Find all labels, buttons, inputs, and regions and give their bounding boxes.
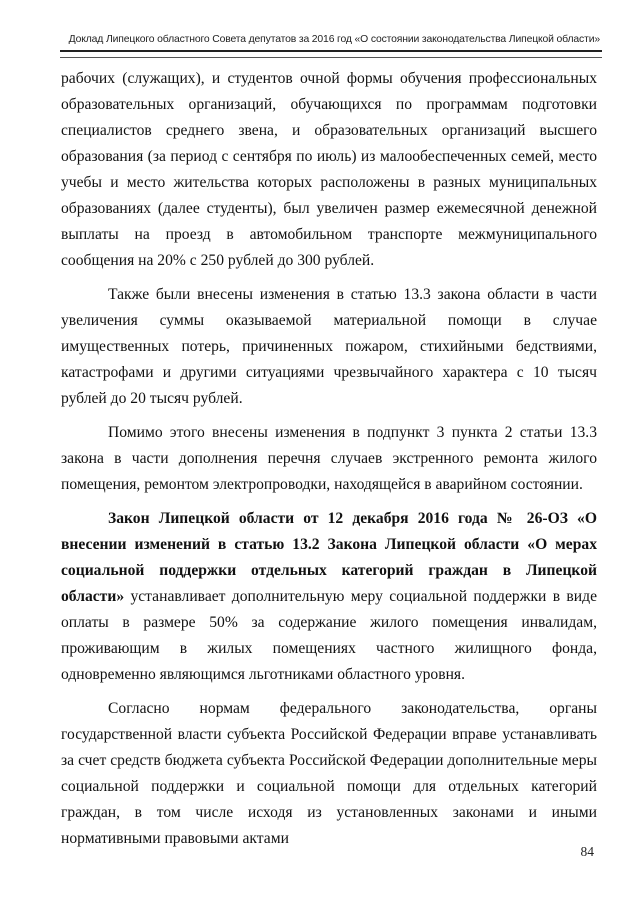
running-header: Доклад Липецкого областного Совета депутатов за 2016 год «О состоянии законодательства Липецкой области» — [68, 34, 600, 45]
page-number: 84 — [580, 844, 594, 859]
paragraph-article-13-3: Также были внесены изменения в статью 13.3 закона области в части увеличения суммы оказываемой материальной помощи в случае имущественных потерь, причиненных пожаром, стихийными бедствиями, катастрофами и другими ситуациями чрезвычайного характера с 10 тысяч рублей до 20 тысяч рублей. — [61, 286, 597, 407]
document-body — [61, 66, 597, 860]
paragraph-law-26-oz — [61, 506, 597, 688]
law-description: устанавливает дополнительную меру социальной поддержки в виде оплаты в размере 50% за содержание жилого помещения инвалидам, проживающим в жилых помещениях частного жилищного фонда, одновременно являющимся льготниками областного уровня. — [61, 588, 597, 683]
paragraph-continuation: рабочих (служащих), и студентов очной формы обучения профессиональных образовательных организаций, обучающихся по программам подготовки специалистов среднего звена, и образовательных организаций высшего образования (за период с сентября по июль) из малообеспеченных семей, место учебы и место жительства которых расположены в разных муниципальных образованиях (далее студенты), был увеличен размер ежемесячной денежной выплаты на проезд в автомобильном транспорте межмуниципального сообщения на 20% с 250 рублей до 300 рублей. — [61, 70, 597, 269]
paragraph-subpoint-amendment: Помимо этого внесены изменения в подпункт 3 пункта 2 статьи 13.3 закона в части дополнения перечня случаев экстренного ремонта жилого помещения, ремонтом электропроводки, находящейся в аварийном состоянии. — [61, 424, 597, 493]
law-title-bold: Закон Липецкой области от 12 декабря 2016 года № 26-ОЗ «О внесении изменений в статью 13.2 Закона Липецкой области «О мерах социальной поддержки отдельных категорий граждан в Липецкой области» — [61, 510, 597, 605]
header-divider — [60, 50, 602, 58]
paragraph-federal-norms: Согласно нормам федерального законодательства, органы государственной власти субъекта Российской Федерации вправе устанавливать за счет средств бюджета субъекта Российской Федерации дополнительные меры социальной поддержки и социальной помощи для отдельных категорий граждан, в том числе исходя из установленных законами и иными нормативными правовыми актами — [61, 700, 597, 847]
